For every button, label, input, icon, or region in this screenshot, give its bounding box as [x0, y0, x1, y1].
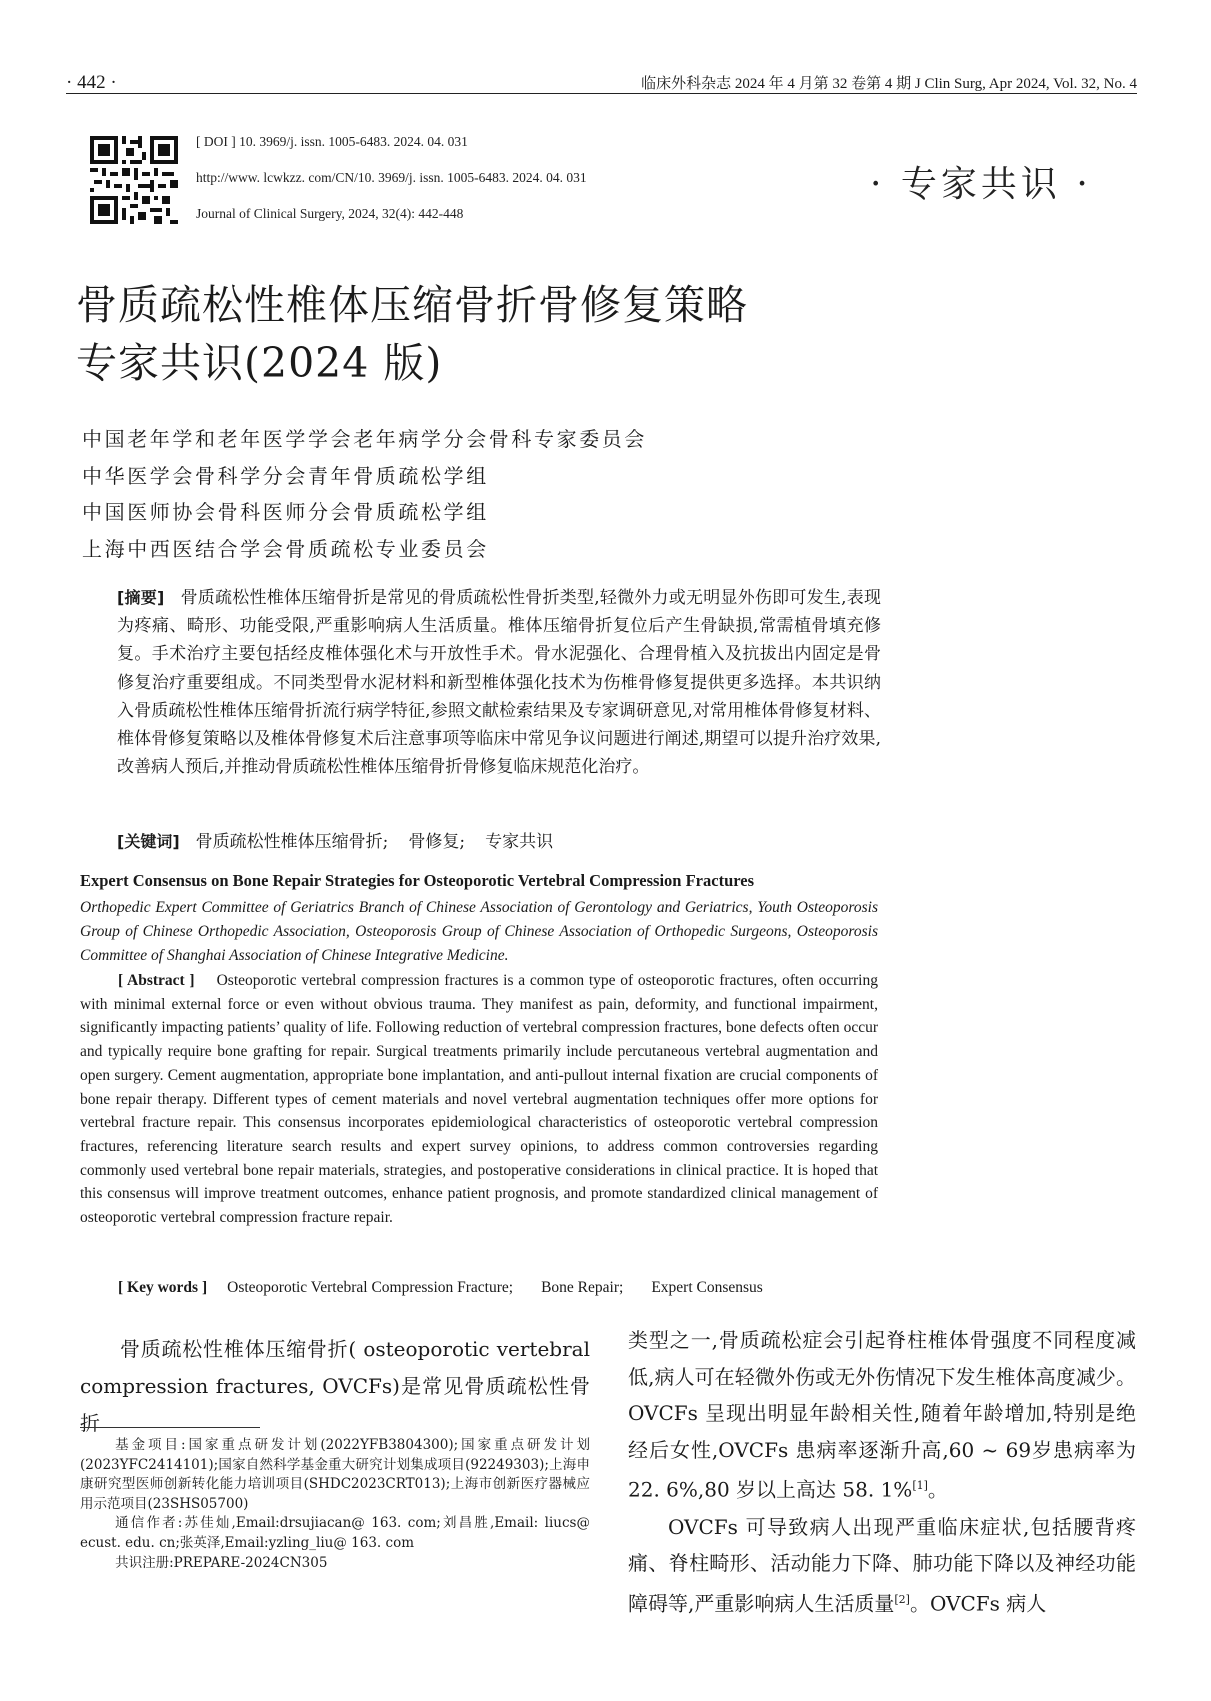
article-title: [76, 276, 748, 392]
abstract-cn-label: [摘要]: [117, 588, 165, 607]
column-tag: · 专家共识 ·: [870, 164, 1092, 205]
author-org: 中华医学会骨科学分会青年骨质疏松学组: [82, 463, 489, 488]
keyword: 专家共识: [485, 832, 554, 852]
english-title: Expert Consensus on Bone Repair Strategies for Osteoporotic Vertebral Compression Fractures: [80, 871, 755, 890]
keyword: Bone Repair;: [541, 1279, 624, 1296]
page-number: · 442 ·: [66, 72, 117, 93]
author-organizations: [82, 421, 647, 567]
correspondence-note: 通信作者:苏佳灿,Email:drsujiacan@ 163. com;刘昌胜,Email: liucs@ ecust. edu. cn;张英泽,Email:yzling_liu@ 163. com: [80, 1515, 590, 1551]
keyword: 骨质疏松性椎体压缩骨折;: [195, 832, 389, 852]
author-org: 中国医师协会骨科医师分会骨质疏松学组: [82, 500, 489, 524]
keywords-cn-label: [关键词]: [117, 832, 180, 851]
doi: [ DOI ] 10. 3969/j. issn. 1005-6483. 2024. 04. 031: [196, 134, 468, 149]
paragraph-text: OVCFs 可导致病人出现严重临床症状,包括腰背疼痛、脊柱畸形、活动能力下降、肺功能下降以及神经功能障碍等,严重影响病人生活质量: [628, 1514, 1136, 1616]
english-abstract: [80, 969, 878, 1230]
english-keywords-label: [ Key words ]: [118, 1279, 208, 1296]
keyword: Osteoporotic Vertebral Compression Fracture;: [227, 1279, 514, 1296]
body-right-column: [628, 1322, 1136, 1622]
paragraph-end: 。: [927, 1478, 948, 1503]
funding-note: 基金项目:国家重点研发计划(2022YFB3804300);国家重点研发计划(2023YFC2414101);国家自然科学基金重大研究计划集成项目(92249303);上海申康研究型医师创新转化能力培训项目(SHDC2023CRT013);上海市创新医疗器械应用示范项目(23SHS05700): [80, 1437, 590, 1512]
registration-note: 共识注册:PREPARE-2024CN305: [115, 1554, 328, 1571]
english-abstract-label: [ Abstract ]: [118, 972, 195, 989]
citation: [1]: [912, 1479, 928, 1493]
keyword: 骨修复;: [408, 832, 466, 852]
title-line-1: 骨质疏松性椎体压缩骨折骨修复策略: [76, 281, 748, 329]
abstract-cn-text: 骨质疏松性椎体压缩骨折是常见的骨质疏松性骨折类型,轻微外力或无明显外伤即可发生,表现为疼痛、畸形、功能受限,严重影响病人生活质量。椎体压缩骨折复位后产生骨缺损,常需植骨填充修复。手术治疗主要包括经皮椎体强化术与开放性手术。骨水泥强化、合理骨植入及抗拔出内固定是骨修复治疗重要组成。不同类型骨水泥材料和新型椎体强化技术为伤椎骨修复提供更多选择。本共识纳入骨质疏松性椎体压缩骨折流行病学特征,参照文献检索结果及专家调研意见,对常用椎体骨修复材料、椎体骨修复策略以及椎体骨修复术后注意事项等临床中常见争议问题进行阐述,期望可以提升治疗效果,改善病人预后,并推动骨质疏松性椎体压缩骨折骨修复临床规范化治疗。: [117, 588, 881, 778]
paragraph-end: 。OVCFs 病人: [909, 1591, 1047, 1616]
body-paragraph: 骨质疏松性椎体压缩骨折( osteoporotic vertebral compression fractures, OVCFs)是常见骨质疏松性骨折: [80, 1337, 590, 1435]
journal-reference: Journal of Clinical Surgery, 2024, 32(4): 442-448: [196, 206, 464, 221]
footnote-rule: [80, 1427, 260, 1428]
header-rule: [66, 93, 1137, 94]
title-line-2: 专家共识(2024 版): [76, 339, 443, 387]
english-abstract-text: Osteoporotic vertebral compression fractures is a common type of osteoporotic fractures, often occurring with minimal external force or even without obvious trauma. They manifest as pain, deformity, and functional impairment, significantly impacting patients’ quality of life. Following reduction of vertebral compression fractures, bone defects often occur and typically require bone grafting for repair. Surgical treatments primarily include percutaneous vertebral augmentation and open surgery. Cement augmentation, appropriate bone implantation, and anti-pullout internal fixation are crucial components of bone repair therapy. Different types of cement materials and novel vertebral augmentation techniques offer more options for vertebral fracture repair. This consensus incorporates epidemiological characteristics of osteoporotic vertebral compression fractures, referencing literature search results and expert survey opinions, to address common controversies regarding commonly used vertebral bone repair materials, strategies, and postoperative considerations in clinical practice. It is hoped that this consensus will improve treatment outcomes, enhance patient prognosis, and promote standardized clinical management of osteoporotic vertebral compression fracture repair.: [80, 972, 878, 1227]
citation: [2]: [894, 1592, 910, 1606]
english-keywords: [118, 1279, 791, 1297]
paragraph-text: 类型之一,骨质疏松症会引起脊柱椎体骨强度不同程度减低,病人可在轻微外伤或无外伤情况下发生椎体高度减少。OVCFs 呈现出明显年龄相关性,随着年龄增加,特别是绝经后女性,OVCFs 患病率逐渐升高,60 ~ 69岁患病率为 22. 6%,80 岁以上高达 58. 1%: [628, 1328, 1136, 1503]
keyword: Expert Consensus: [651, 1279, 763, 1296]
author-org: 上海中西医结合学会骨质疏松专业委员会: [82, 536, 489, 561]
abstract-cn: [117, 584, 881, 781]
qr-code-icon: [90, 136, 178, 224]
author-org: 中国老年学和老年医学学会老年病学分会骨科专家委员会: [82, 427, 647, 451]
article-url: http://www. lcwkzz. com/CN/10. 3969/j. issn. 1005-6483. 2024. 04. 031: [196, 170, 587, 185]
body-paragraph: [628, 1509, 1136, 1622]
journal-header: 临床外科杂志 2024 年 4 月第 32 卷第 4 期 J Clin Surg, Apr 2024, Vol. 32, No. 4: [641, 76, 1137, 92]
footnotes: [80, 1436, 590, 1573]
keywords-cn: [117, 827, 573, 852]
english-authors: Orthopedic Expert Committee of Geriatrics Branch of Chinese Association of Gerontology and Geriatrics, Youth Osteoporosis Group of Chinese Orthopedic Association, Osteoporosis Group of Chinese Association of Orthopedic Surgeons, Osteoporosis Committee of Shanghai Association of Chinese Integrative Medicine.: [80, 899, 878, 964]
body-left-column: [80, 1331, 590, 1442]
body-paragraph: [628, 1322, 1136, 1509]
